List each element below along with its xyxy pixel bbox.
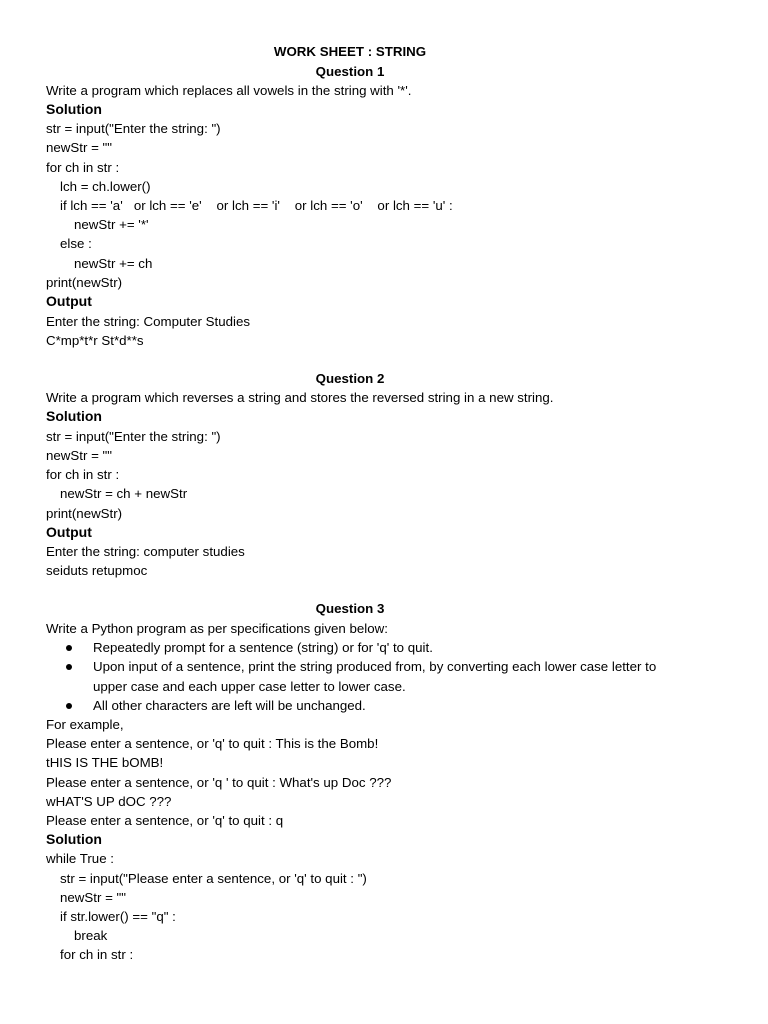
code-line: newStr += ch: [74, 256, 153, 271]
code-line: print(newStr): [46, 506, 123, 521]
code-line: for ch in str :: [60, 947, 134, 962]
code-line: newStr = "": [46, 448, 112, 463]
code-line: newStr += '*': [74, 217, 149, 232]
output-line: C*mp*t*r St*d**s: [46, 333, 144, 348]
code-line: lch = ch.lower(): [60, 179, 151, 194]
question-1-heading: Question 1: [315, 64, 385, 79]
question-2-solution-label: Solution: [46, 408, 102, 424]
bullet-icon: [66, 645, 72, 651]
bullet-item-continuation: upper case and each upper case letter to lower case.: [93, 679, 406, 694]
question-1-prompt: Write a program which replaces all vowels in the string with '*'.: [46, 83, 412, 98]
code-line: print(newStr): [46, 275, 123, 290]
example-line: Please enter a sentence, or 'q ' to quit : What's up Doc ???: [46, 775, 392, 790]
code-line: str = input("Enter the string: "): [46, 121, 221, 136]
output-line: Enter the string: computer studies: [46, 544, 245, 559]
bullet-icon: [66, 664, 72, 670]
question-2-output-label: Output: [46, 524, 92, 540]
code-line: str = input("Enter the string: "): [46, 429, 221, 444]
example-line: For example,: [46, 717, 124, 732]
code-line: str = input("Please enter a sentence, or 'q' to quit : "): [60, 871, 367, 886]
question-3-prompt: Write a Python program as per specifications given below:: [46, 621, 388, 636]
code-line: for ch in str :: [46, 467, 120, 482]
output-line: seiduts retupmoc: [46, 563, 148, 578]
code-line: newStr = ch + newStr: [60, 486, 188, 501]
bullet-item: All other characters are left will be unchanged.: [93, 698, 366, 713]
code-line: newStr = "": [60, 890, 126, 905]
code-line: if lch == 'a' or lch == 'e' or lch == 'i' or lch == 'o' or lch == 'u' :: [60, 198, 453, 213]
example-line: Please enter a sentence, or 'q' to quit : This is the Bomb!: [46, 736, 379, 751]
code-line: if str.lower() == "q" :: [60, 909, 176, 924]
bullet-item: Upon input of a sentence, print the string produced from, by converting each lower case letter to: [93, 659, 657, 674]
example-line: tHIS IS THE bOMB!: [46, 755, 164, 770]
question-1-output-label: Output: [46, 293, 92, 309]
example-line: wHAT'S UP dOC ???: [46, 794, 172, 809]
code-line: newStr = "": [46, 140, 112, 155]
question-2-prompt: Write a program which reverses a string and stores the reversed string in a new string.: [46, 390, 554, 405]
bullet-item: Repeatedly prompt for a sentence (string) or for 'q' to quit.: [93, 640, 433, 655]
code-line: else :: [60, 236, 92, 251]
bullet-icon: [66, 703, 72, 709]
worksheet-title: WORK SHEET : STRING: [273, 44, 427, 59]
code-line: while True :: [46, 851, 114, 866]
example-line: Please enter a sentence, or 'q' to quit : q: [46, 813, 284, 828]
question-2-heading: Question 2: [315, 371, 385, 386]
code-line: break: [74, 928, 108, 943]
question-3-heading: Question 3: [315, 601, 385, 616]
question-3-solution-label: Solution: [46, 831, 102, 847]
code-line: for ch in str :: [46, 160, 120, 175]
output-line: Enter the string: Computer Studies: [46, 314, 250, 329]
question-1-solution-label: Solution: [46, 101, 102, 117]
